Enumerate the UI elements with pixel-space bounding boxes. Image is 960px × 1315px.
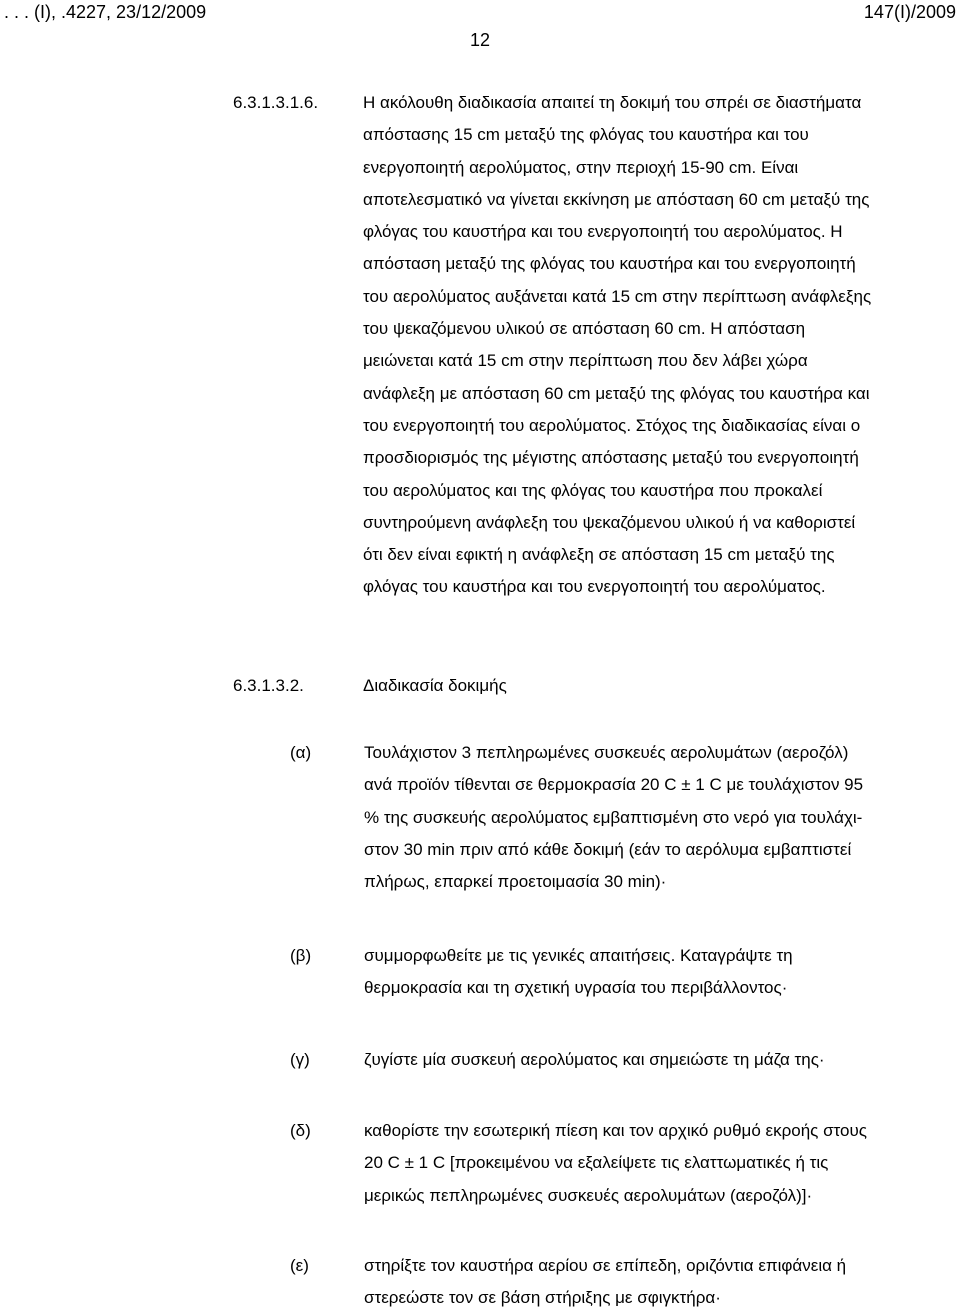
item-label: (ε) — [290, 1256, 309, 1275]
paragraph-line: μειώνεται κατά 15 cm στην περίπτωση που δεν λάβει χώρα — [363, 351, 808, 371]
paragraph-line: απόσταση μεταξύ της φλόγας του καυστήρα και του ενεργοποιητή — [363, 254, 856, 274]
paragraph-line: του αερολύματος και της φλόγας του καυστήρα που προκαλεί — [363, 480, 823, 500]
paragraph-line: συντηρούμενη ανάφλεξη του ψεκαζόμενου υλικού ή να καθοριστεί — [363, 512, 856, 532]
item-line: πλήρως, επαρκεί προετοιμασία 30 min)· — [364, 872, 667, 892]
paragraph-line: του αερολύματος αυξάνεται κατά 15 cm στην περίπτωση ανάφλεξης — [363, 286, 872, 306]
item-label: (γ) — [290, 1050, 310, 1069]
item-label: (β) — [290, 946, 312, 965]
paragraph-line: απόστασης 15 cm μεταξύ της φλόγας του καυστήρα και του — [363, 125, 809, 145]
paragraph-line: Η ακόλουθη διαδικασία απαιτεί τη δοκιμή του σπρέι σε διαστήματα — [363, 93, 862, 112]
item-label: (δ) — [290, 1121, 311, 1140]
item-line: % της συσκευής αερολύματος εμβαπτισμένη στο νερό για τουλάχι- — [364, 807, 863, 827]
item-line: Τουλάχιστον 3 πεπληρωμένες συσκευές αερολυμάτων (αεροζόλ) — [364, 743, 849, 762]
header-left-text: . . . (Ι), .4227, 23/12/2009 — [4, 2, 207, 22]
item-line: συμμορφωθείτε με τις γενικές απαιτήσεις. Καταγράψτε τη — [364, 946, 793, 965]
paragraph-line: του ενεργοποιητή του αερολύματος. Στόχος της διαδικασίας είναι ο — [363, 415, 861, 435]
section-number: 6.3.1.3.1.6. — [233, 93, 319, 112]
item-line: καθορίστε την εσωτερική πίεση και τον αρχικό ρυθμό εκροής στους — [364, 1121, 867, 1140]
item-label: (α) — [290, 743, 312, 762]
item-text — [364, 940, 954, 1005]
item-text — [364, 737, 954, 898]
item-line: στηρίξτε τον καυστήρα αερίου σε επίπεδη, οριζόντια επιφάνεια ή — [364, 1256, 847, 1275]
item-text — [364, 1044, 954, 1076]
page-number: 12 — [469, 30, 491, 50]
item-line: ανά προϊόν τίθενται σε θερμοκρασία 20 C ± 1 C με τουλάχιστον 95 — [364, 775, 864, 795]
item-line: θερμοκρασία και τη σχετική υγρασία του περιβάλλοντος· — [364, 978, 788, 998]
item-text — [364, 1115, 954, 1212]
section-paragraph — [363, 87, 953, 604]
section-title: Διαδικασία δοκιμής — [363, 676, 507, 695]
item-line: στον 30 min πριν από κάθε δοκιμή (εάν το αερόλυμα εμβαπτιστεί — [364, 839, 852, 859]
paragraph-line: ότι δεν είναι εφικτή η ανάφλεξη σε απόσταση 15 cm μεταξύ της — [363, 545, 835, 565]
item-text — [364, 1250, 954, 1315]
paragraph-line: προσδιορισμός της μέγιστης απόστασης μεταξύ του ενεργοποιητή — [363, 448, 859, 468]
section-number: 6.3.1.3.2. — [233, 676, 304, 695]
paragraph-line: φλόγας του καυστήρα και του ενεργοποιητή του αερολύματος. — [363, 577, 826, 597]
paragraph-line: φλόγας του καυστήρα και του ενεργοποιητή του αερολύματος. Η — [363, 222, 843, 242]
header-law-number: 147(Ι)/2009 — [863, 2, 956, 22]
item-line: στερεώστε τον σε βάση στήριξης με σφιγκτήρα· — [364, 1288, 721, 1308]
item-line: μερικώς πεπληρωμένες συσκευές αερολυμάτων (αεροζόλ)]· — [364, 1185, 813, 1205]
paragraph-line: ανάφλεξη με απόσταση 60 cm μεταξύ της φλόγας του καυστήρα και — [363, 383, 870, 403]
item-line: 20 C ± 1 C [προκειμένου να εξαλείψετε τις ελαττωματικές ή τις — [364, 1153, 829, 1173]
paragraph-line: του ψεκαζόμενου υλικού σε απόσταση 60 cm. Η απόσταση — [363, 319, 806, 339]
item-line: ζυγίστε μία συσκευή αερολύματος και σημειώστε τη μάζα της· — [364, 1050, 825, 1069]
paragraph-line: ενεργοποιητή αερολύματος, στην περιοχή 15-90 cm. Είναι — [363, 157, 799, 177]
paragraph-line: αποτελεσματικό να γίνεται εκκίνηση με απόσταση 60 cm μεταξύ της — [363, 189, 870, 209]
